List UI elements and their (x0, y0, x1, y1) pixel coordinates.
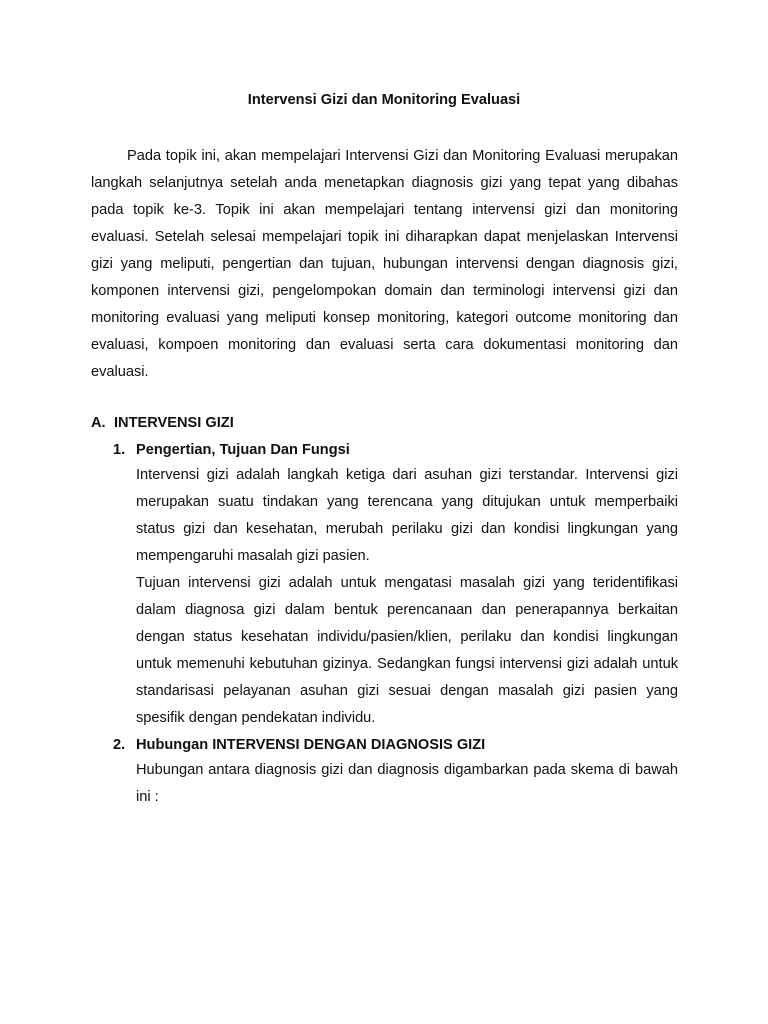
section-a-heading (91, 412, 234, 434)
subsection-1-paragraph-1: Intervensi gizi adalah langkah ketiga dari asuhan gizi terstandar. Intervensi gizi merupakan suatu tindakan yang terencana yang ditujukan untuk memperbaiki status gizi dan kesehatan, merubah perilaku gizi dan kondisi lingkungan yang mempengaruhi masalah gizi pasien. (136, 467, 678, 564)
document-title: Intervensi Gizi dan Monitoring Evaluasi (247, 92, 521, 108)
section-a-marker: A. (91, 415, 106, 431)
subsection-2-number: 2. (113, 737, 126, 753)
subsection-1-paragraph-2: Tujuan intervensi gizi adalah untuk mengatasi masalah gizi yang teridentifikasi dalam diagnosa gizi dalam bentuk perencanaan dan penerapannya berkaitan dengan status kesehatan individu/pasien/klien, perilaku dan kondisi lingkungan untuk memenuhi kebutuhan gizinya. Sedangkan fungsi intervensi gizi adalah untuk standarisasi pelayanan asuhan gizi sesuai dengan masalah gizi pasien yang spesifik dengan pendekatan individu. (136, 575, 678, 726)
subsection-2-heading (113, 734, 485, 756)
subsection-1-title: Pengertian, Tujuan Dan Fungsi (136, 442, 350, 458)
section-a-title: INTERVENSI GIZI (114, 415, 234, 431)
subsection-2-title: Hubungan INTERVENSI DENGAN DIAGNOSIS GIZI (136, 737, 486, 753)
subsection-1-number: 1. (113, 442, 126, 458)
subsection-2-paragraph-1: Hubungan antara diagnosis gizi dan diagnosis digambarkan pada skema di bawah ini : (136, 762, 678, 805)
subsection-1-heading (113, 439, 350, 461)
intro-paragraph: Pada topik ini, akan mempelajari Intervensi Gizi dan Monitoring Evaluasi merupakan langkah selanjutnya setelah anda menetapkan diagnosis gizi yang tepat yang dibahas pada topik ke-3. Topik ini akan mempelajari tentang intervensi gizi dan monitoring evaluasi. Setelah selesai mempelajari topik ini diharapkan dapat menjelaskan Intervensi gizi yang meliputi, pengertian dan tujuan, hubungan intervensi dengan diagnosis gizi, komponen intervensi gizi, pengelompokan domain dan terminologi intervensi gizi dan monitoring evaluasi yang meliputi konsep monitoring, kategori outcome monitoring dan evaluasi, kompoen monitoring dan evaluasi serta cara dokumentasi monitoring dan evaluasi. (91, 148, 678, 380)
